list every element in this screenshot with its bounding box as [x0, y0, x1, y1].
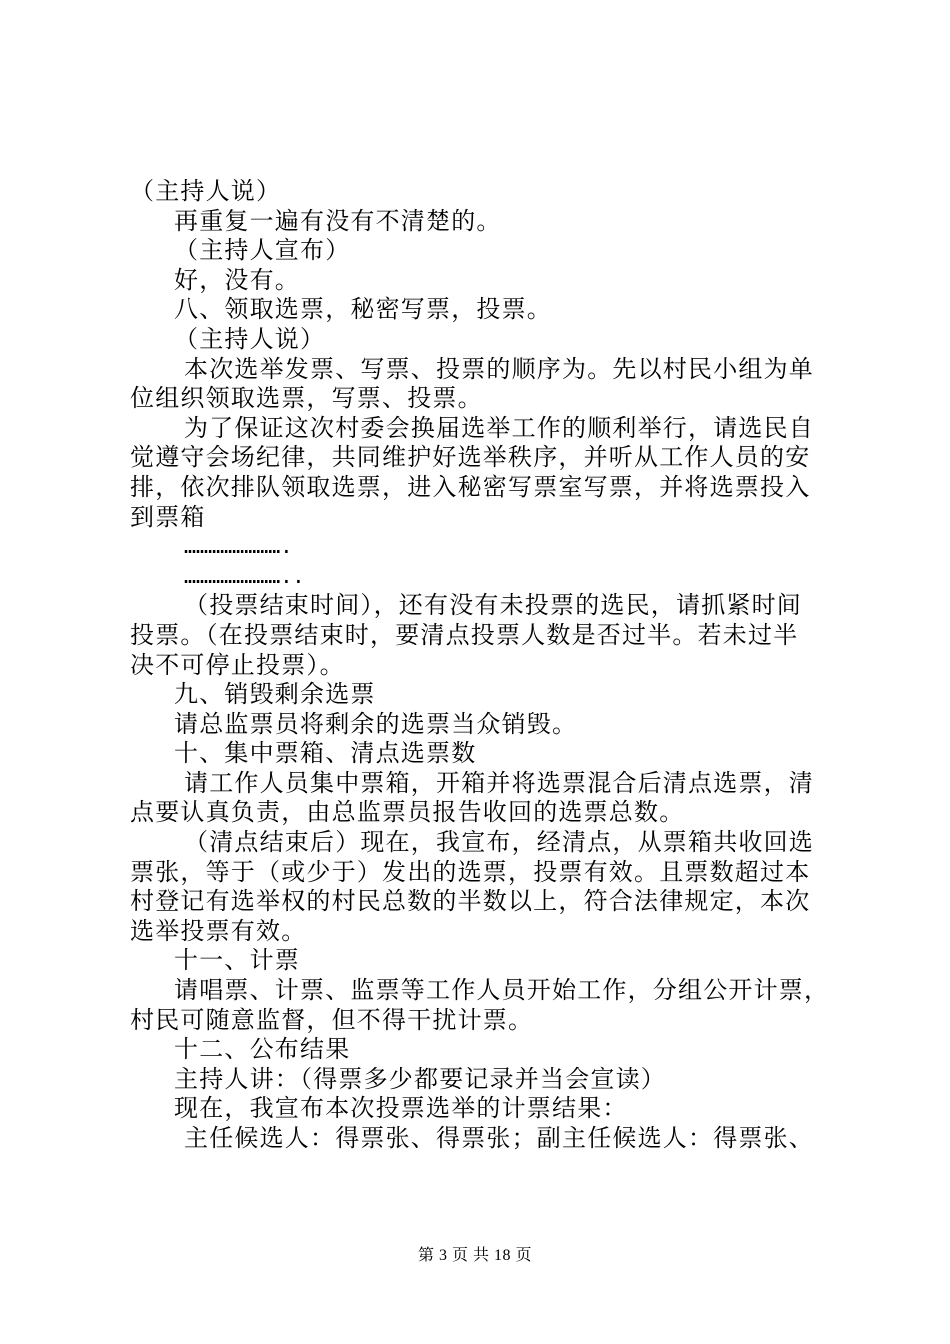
text-line: 觉遵守会场纪律，共同维护好选举秩序，并听从工作人员的安 — [130, 443, 811, 472]
text-line: 主持人讲：（得票多少都要记录并当会宣读） — [174, 1064, 666, 1093]
text-line: 请唱票、计票、监票等工作人员开始工作，分组公开计票， — [174, 976, 830, 1005]
ellipsis-line: ……………………. — [184, 534, 293, 559]
text-line: 好，没有。 — [174, 265, 300, 294]
text-line: 为了保证这次村委会换届选举工作的顺利举行，请选民自 — [184, 413, 814, 442]
text-line: 本次选举发票、写票、投票的顺序为。先以村民小组为单 — [184, 354, 814, 383]
text-line: 位组织领取选票，写票、投票。 — [130, 384, 483, 413]
text-line: （主持人说） — [130, 177, 282, 205]
text-line: 主任候选人：得票张、得票张；副主任候选人：得票张、 — [184, 1124, 814, 1152]
text-line: 票张，等于（或少于）发出的选票，投票有效。且票数超过本 — [130, 857, 811, 886]
text-line: 十二、公布结果 — [174, 1035, 351, 1064]
text-line: 九、销毁剩余选票 — [174, 680, 376, 709]
page-footer: 第 3 页 共 18 页 — [417, 1247, 532, 1264]
text-line: 请工作人员集中票箱，开箱并将选票混合后清点选票，清 — [184, 768, 814, 797]
text-line: 决不可停止投票）。 — [130, 650, 345, 679]
document-body — [130, 177, 832, 1154]
text-line: 到票箱 — [130, 502, 206, 531]
text-line: 点要认真负责，由总监票员报告收回的选票总数。 — [130, 798, 685, 827]
text-line: 现在，我宣布本次投票选举的计票结果： — [174, 1094, 628, 1123]
text-line: （主持人说） — [174, 324, 326, 353]
text-line: 村登记有选举权的村民总数的半数以上，符合法律规定，本次 — [130, 887, 811, 916]
text-line: 八、领取选票，秘密写票，投票。 — [174, 295, 552, 324]
text-line: （投票结束时间），还有没有未投票的选民，请抓紧时间 — [184, 591, 802, 620]
ellipsis-line: …………………….. — [184, 563, 305, 588]
text-line: 选举投票有效。 — [130, 916, 307, 945]
text-line: 十一、计票 — [174, 946, 300, 975]
text-line: 再重复一遍有没有不清楚的。 — [174, 206, 502, 235]
text-line: 投票。（在投票结束时，要清点投票人数是否过半。若未过半 — [130, 620, 799, 649]
text-line: 十、集中票箱、清点选票数 — [174, 739, 477, 768]
text-line: 排，依次排队领取选票，进入秘密写票室写票，并将选票投入 — [130, 472, 811, 501]
text-line: （主持人宣布） — [174, 236, 351, 265]
text-line: 村民可随意监督，但不得干扰计票。 — [130, 1005, 534, 1034]
text-line: 请总监票员将剩余的选票当众销毁。 — [174, 709, 578, 738]
text-line: （清点结束后）现在，我宣布，经清点，从票箱共收回选 — [184, 828, 814, 857]
